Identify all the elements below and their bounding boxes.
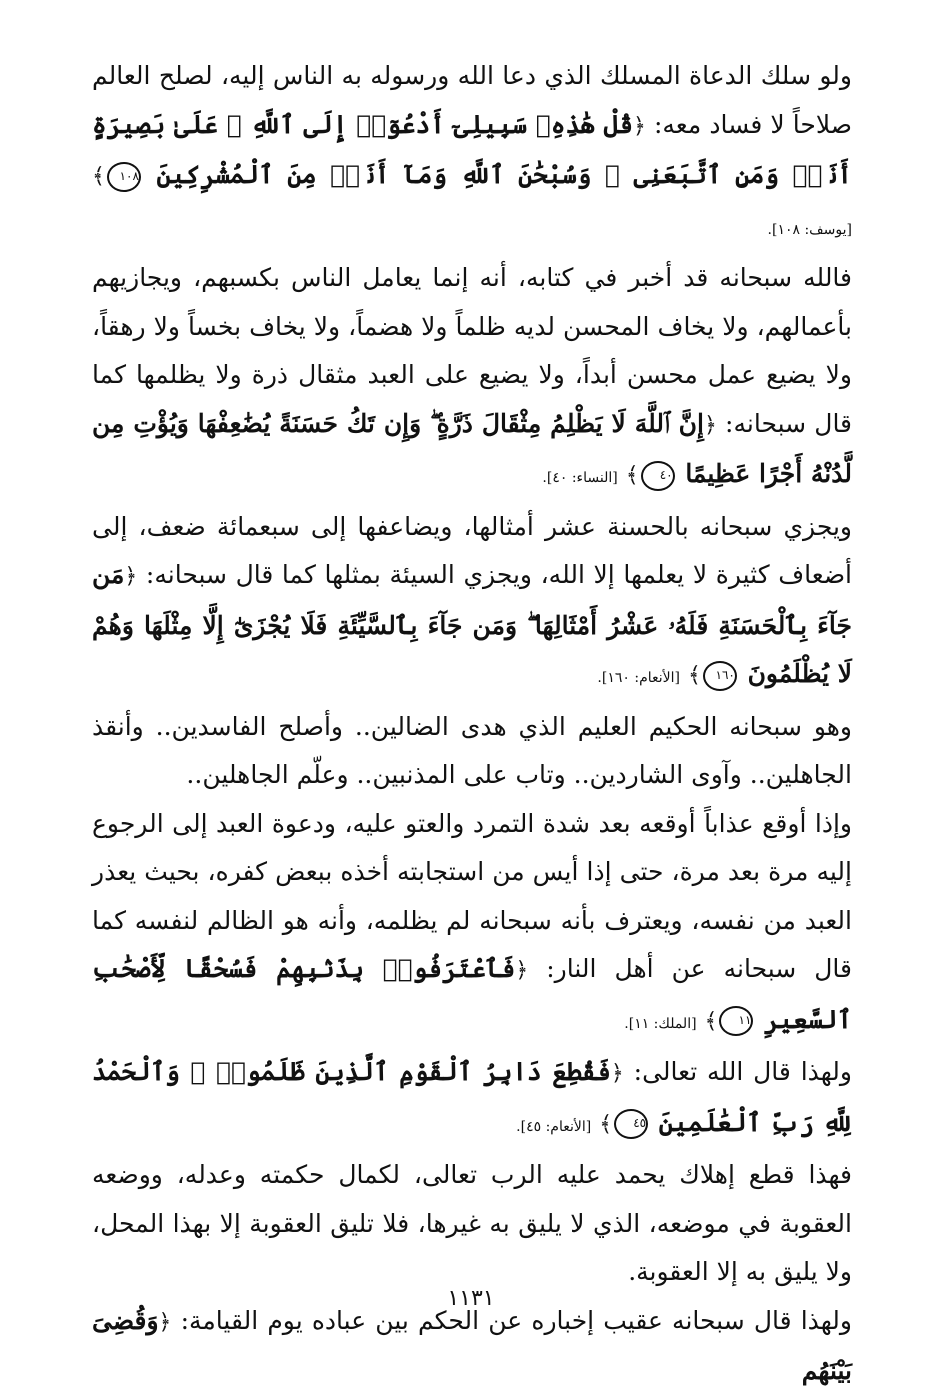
ayah-number: ٤٥: [614, 1109, 648, 1139]
prose-text: ولهذا قال الله تعالى:: [623, 1057, 853, 1086]
quran-verse: ﴿قُلْ هَٰذِهِۦ سَبِيلِىٓ أَدْعُوٓا۟ إِلَى ٱللَّهِ ۚ عَلَىٰ بَصِيرَةٍ أَنَا۠ وَمَنِ ٱتَّبَعَنِى ۖ وَسُبْحَٰنَ ٱللَّهِ وَمَآ أَنَا۠ مِنَ ٱلْمُشْرِكِينَ ١٠٨﴾: [92, 110, 852, 190]
quran-verse: ﴿فَٱعْتَرَفُوا۟ بِذَنۢبِهِمْ فَسُحْقًا لِّأَصْحَٰبِ ٱلسَّعِيرِ ١١﴾: [92, 954, 852, 1034]
paragraph-3: [92, 503, 852, 703]
paragraph-2: [92, 254, 852, 503]
ayah-number: ١١: [719, 1006, 753, 1036]
quran-verse: ﴿وَقُضِىَ بَيْنَهُم: [92, 1305, 852, 1385]
verse-reference: [الملك: ١١].: [624, 1015, 697, 1032]
verse-reference: [يوسف: ١٠٨].: [767, 221, 852, 238]
verse-reference: [النساء: ٤٠].: [542, 470, 618, 486]
prose-text: وهو سبحانه الحكيم العليم الذي هدى الضالين.. وأصلح الفاسدين.. وأنقذ الجاهلين.. وآوى الشاردين.. وتاب على المذنبين.. وعلّم الجاهلين..: [92, 711, 852, 789]
paragraph-6: [92, 1048, 852, 1151]
quran-verse: ﴿فَقُطِعَ دَابِرُ ٱلْقَوْمِ ٱلَّذِينَ ظَلَمُوا۟ ۚ وَٱلْحَمْدُ لِلَّهِ رَبِّ ٱلْعَٰلَمِينَ ٤٥﴾: [92, 1057, 852, 1137]
verse-reference: [الأنعام: ١٦٠].: [597, 670, 680, 686]
page-number: ١١٣١: [447, 1286, 495, 1311]
prose-text: فهذا قطع إهلاك يحمد عليه الرب تعالى، لكمال حكمته وعدله، ووضعه العقوبة في موضعه، الذي لا يليق به غيرها، فلا تليق العقوبة إلا بهذا المحل، ولا يليق به إلا العقوبة.: [92, 1160, 852, 1286]
paragraph-1: [92, 52, 852, 254]
paragraph-4: [92, 703, 852, 800]
prose-text: ويجزي سبحانه بالحسنة عشر أمثالها، ويضاعفها إلى سبعمائة ضعف، إلى أضعاف كثيرة لا يعلمها إلا الله، ويجزي السيئة بمثلها كما قال سبحانه:: [92, 511, 852, 589]
ayah-number: ٤٠: [641, 461, 675, 491]
ayah-number: ١٠٨: [107, 162, 141, 192]
page-body: [92, 52, 852, 1396]
paragraph-5: [92, 800, 852, 1049]
prose-text: ولو سلك الدعاة المسلك الذي دعا الله ورسوله به الناس إليه، لصلح العالم صلاحاً لا فساد معه:: [92, 61, 853, 139]
verse-reference: [الأنعام: ٤٥].: [516, 1118, 592, 1135]
prose-text: فالله سبحانه قد أخبر في كتابه، أنه إنما يعامل الناس بكسبهم، ويجازيهم بأعمالهم، ولا يخاف المحسن لديه ظلماً ولا هضماً، ولا يخاف بخساً ولا رهقاً، ولا يضيع عمل محسن أبداً، ولا يضيع على العبد مثقال ذرة ولا يظلمها كما قال سبحانه:: [92, 263, 853, 438]
quran-verse: ﴿إِنَّ ٱللَّهَ لَا يَظْلِمُ مِثْقَالَ ذَرَّةٍ ۖ وَإِن تَكُ حَسَنَةً يُضَٰعِفْهَا وَيُؤْتِ مِن لَّدُنْهُ أَجْرًا عَظِيمًا ٤٠﴾: [92, 409, 852, 489]
ayah-number: ١٦٠: [703, 661, 737, 691]
paragraph-8: [92, 1297, 852, 1396]
prose-text: ولهذا قال سبحانه عقيب إخباره عن الحكم بين عباده يوم القيامة:: [171, 1305, 852, 1335]
quran-verse: ﴿مَن جَآءَ بِٱلْحَسَنَةِ فَلَهُۥ عَشْرُ أَمْثَالِهَا ۖ وَمَن جَآءَ بِٱلسَّيِّئَةِ فَلَا يُجْزَىٰٓ إِلَّا مِثْلَهَا وَهُمْ لَا يُظْلَمُونَ ١٦٠﴾: [92, 560, 852, 688]
paragraph-7: [92, 1151, 852, 1297]
prose-text: وإذا أوقع عذاباً أوقعه بعد شدة التمرد والعتو عليه، ودعوة العبد إلى الرجوع إليه مرة بعد مرة، حتى إذا أيس من استجابته أخذه ببعض كفره، بحيث يعذر العبد من نفسه، ويعترف بأنه سبحانه لم يظلمه، وأنه هو الظالم لنفسه كما قال سبحانه عن أهل النار:: [92, 808, 853, 983]
